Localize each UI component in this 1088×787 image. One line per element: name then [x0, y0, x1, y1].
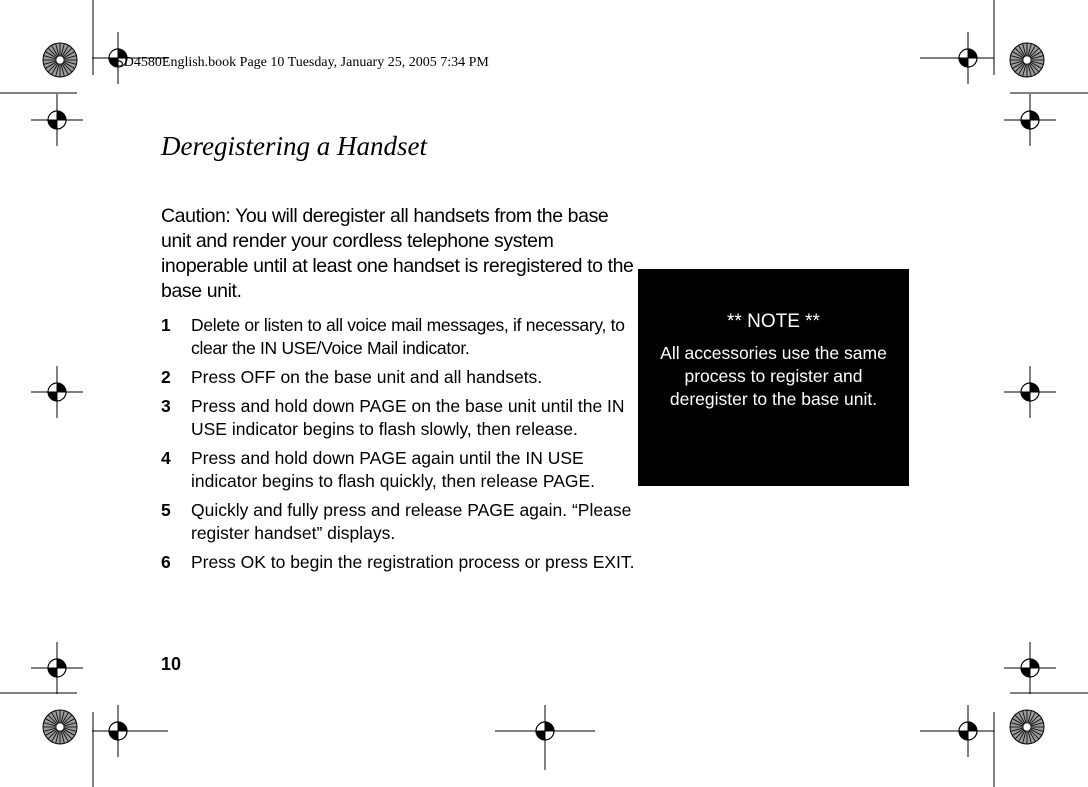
- registration-quadrant: [1021, 120, 1030, 129]
- registration-quadrant: [109, 731, 118, 740]
- step-item: [161, 447, 641, 493]
- registration-quadrant: [48, 668, 57, 677]
- step-text: Press OK to begin the registration process or press EXIT.: [191, 552, 635, 572]
- print-header: SD4580English.book Page 10 Tuesday, January 25, 2005 7:34 PM: [116, 55, 489, 70]
- step-text: Press OFF on the base unit and all handsets.: [191, 367, 543, 387]
- starburst-center: [1023, 723, 1031, 731]
- step-number: 1: [161, 315, 171, 335]
- step-number: 5: [161, 500, 171, 520]
- step-number: 3: [161, 396, 171, 416]
- registration-quadrant: [57, 659, 66, 668]
- step-number: 6: [161, 552, 171, 572]
- starburst-center: [56, 723, 64, 731]
- registration-quadrant: [1030, 659, 1039, 668]
- page-number: 10: [161, 654, 182, 674]
- starburst-center: [1023, 56, 1031, 64]
- step-text: Press and hold down PAGE again until the IN USE indicator begins to flash quickly, then release PAGE.: [191, 448, 596, 491]
- registration-quadrant: [1030, 383, 1039, 392]
- note-heading: ** NOTE **: [727, 311, 820, 332]
- registration-quadrant: [959, 731, 968, 740]
- step-number: 4: [161, 448, 171, 468]
- registration-quadrant: [48, 120, 57, 129]
- registration-quadrant: [968, 49, 977, 58]
- step-text: Quickly and fully press and release PAGE again. “Please register handset” displays.: [191, 500, 632, 543]
- step-text: Press and hold down PAGE on the base unit until the IN USE indicator begins to flash slowly, then release.: [191, 396, 625, 439]
- instruction-steps: [161, 314, 641, 580]
- step-item: [161, 366, 641, 389]
- note-body: All accessories use the same process to register and deregister to the base unit.: [660, 343, 887, 409]
- step-item: [161, 499, 641, 545]
- step-item: [161, 551, 641, 574]
- registration-quadrant: [1021, 668, 1030, 677]
- registration-quadrant: [57, 383, 66, 392]
- step-item: [161, 314, 641, 360]
- registration-quadrant: [1030, 111, 1039, 120]
- registration-quadrant: [1021, 392, 1030, 401]
- registration-quadrant: [118, 722, 127, 731]
- registration-quadrant: [536, 731, 545, 740]
- step-text: Delete or listen to all voice mail messages, if necessary, to clear the IN USE/Voice Mail indicator.: [191, 315, 625, 358]
- registration-quadrant: [48, 392, 57, 401]
- starburst-center: [56, 56, 64, 64]
- section-title: Deregistering a Handset: [161, 131, 427, 161]
- step-item: [161, 395, 641, 441]
- registration-quadrant: [57, 111, 66, 120]
- step-number: 2: [161, 367, 171, 387]
- registration-quadrant: [968, 722, 977, 731]
- registration-quadrant: [545, 722, 554, 731]
- note-box: [638, 269, 909, 486]
- registration-quadrant: [959, 58, 968, 67]
- caution-paragraph: Caution: You will deregister all handsets from the base unit and render your cordless telephone system inoperable until at least one handset is reregistered to the base unit.: [161, 205, 634, 302]
